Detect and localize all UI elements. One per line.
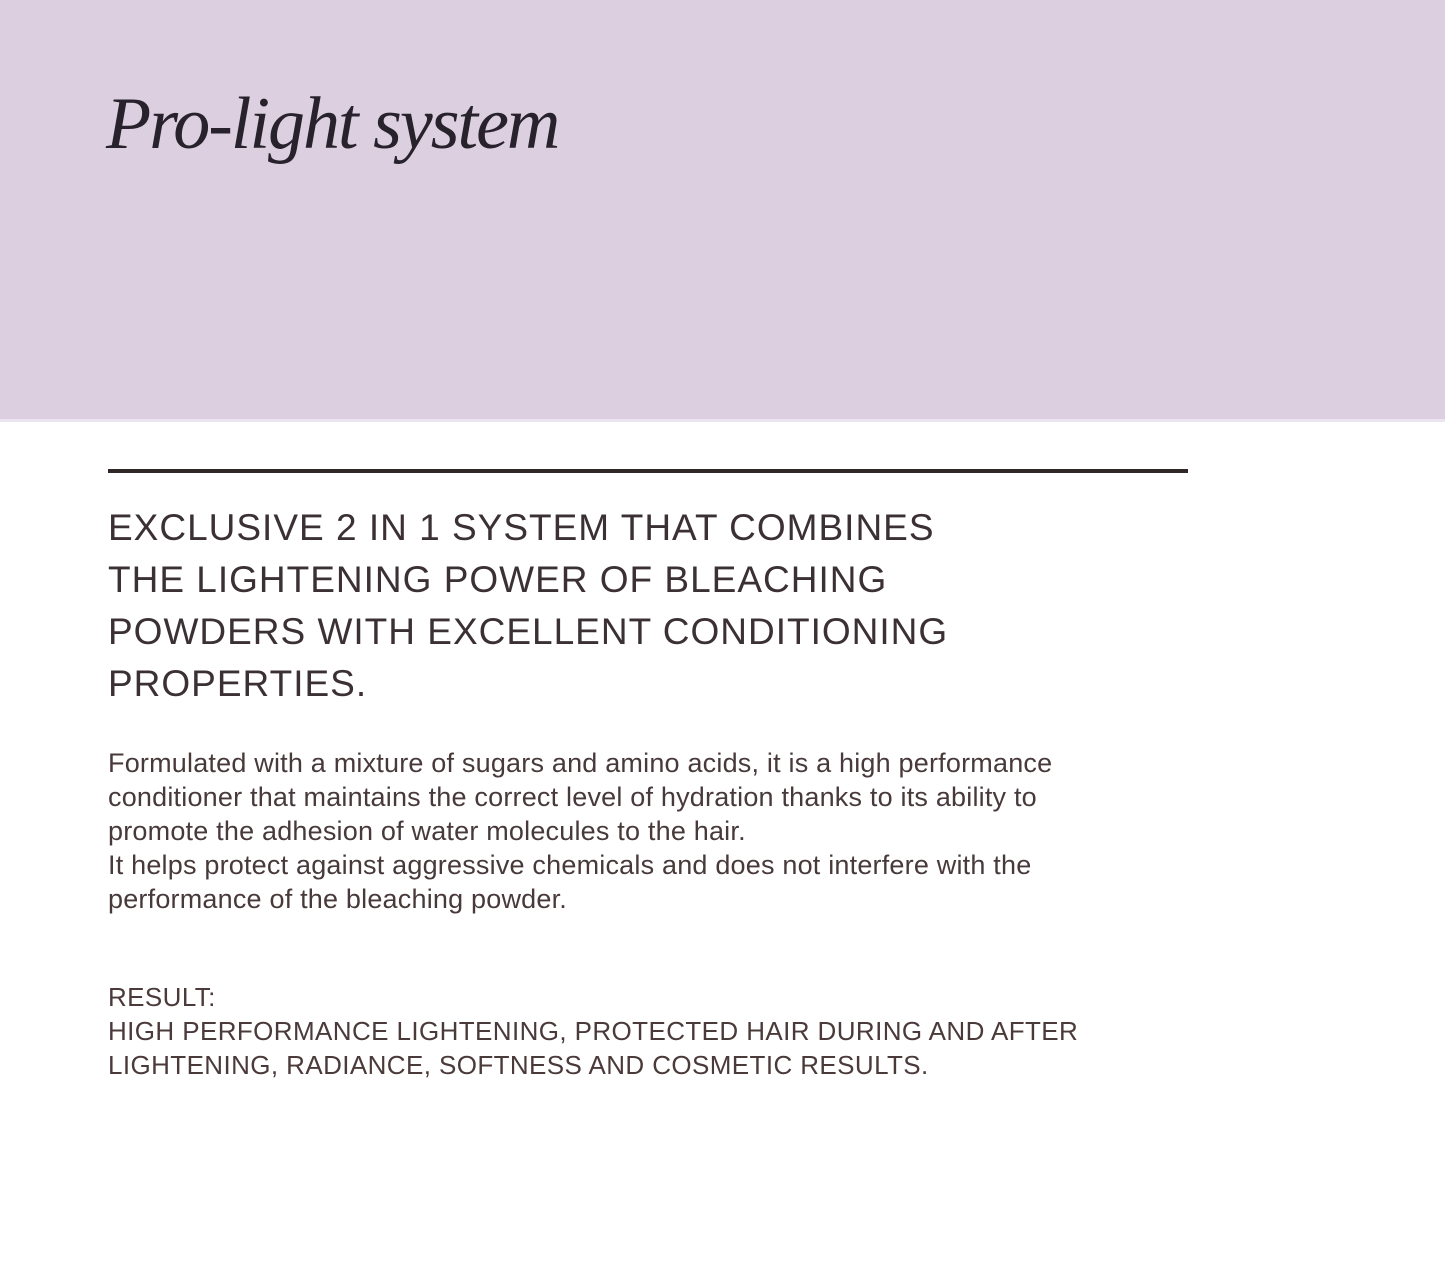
body-line: conditioner that maintains the correct level of hydration thanks to its ability to bbox=[108, 782, 1037, 812]
body-line: promote the adhesion of water molecules to the hair. bbox=[108, 816, 746, 846]
heading-line: EXCLUSIVE 2 IN 1 SYSTEM THAT COMBINES bbox=[108, 507, 935, 548]
hero-banner bbox=[0, 0, 1445, 422]
result-block bbox=[108, 980, 1188, 1082]
section-heading bbox=[108, 502, 1188, 710]
body-line: performance of the bleaching powder. bbox=[108, 884, 567, 914]
body-line: Formulated with a mixture of sugars and amino acids, it is a high performance bbox=[108, 748, 1053, 778]
result-line: LIGHTENING, RADIANCE, SOFTNESS AND COSMETIC RESULTS. bbox=[108, 1050, 929, 1080]
result-label: RESULT: bbox=[108, 982, 216, 1012]
heading-line: POWDERS WITH EXCELLENT CONDITIONING bbox=[108, 611, 949, 652]
body-paragraph bbox=[108, 746, 1188, 916]
page-title: Pro-light system bbox=[106, 83, 559, 165]
heading-line: THE LIGHTENING POWER OF BLEACHING bbox=[108, 559, 888, 600]
result-line: HIGH PERFORMANCE LIGHTENING, PROTECTED HAIR DURING AND AFTER bbox=[108, 1016, 1079, 1046]
body-line: It helps protect against aggressive chemicals and does not interfere with the bbox=[108, 850, 1032, 880]
divider-rule bbox=[108, 469, 1188, 473]
heading-line: PROPERTIES. bbox=[108, 663, 368, 704]
content-area bbox=[108, 422, 1188, 1082]
